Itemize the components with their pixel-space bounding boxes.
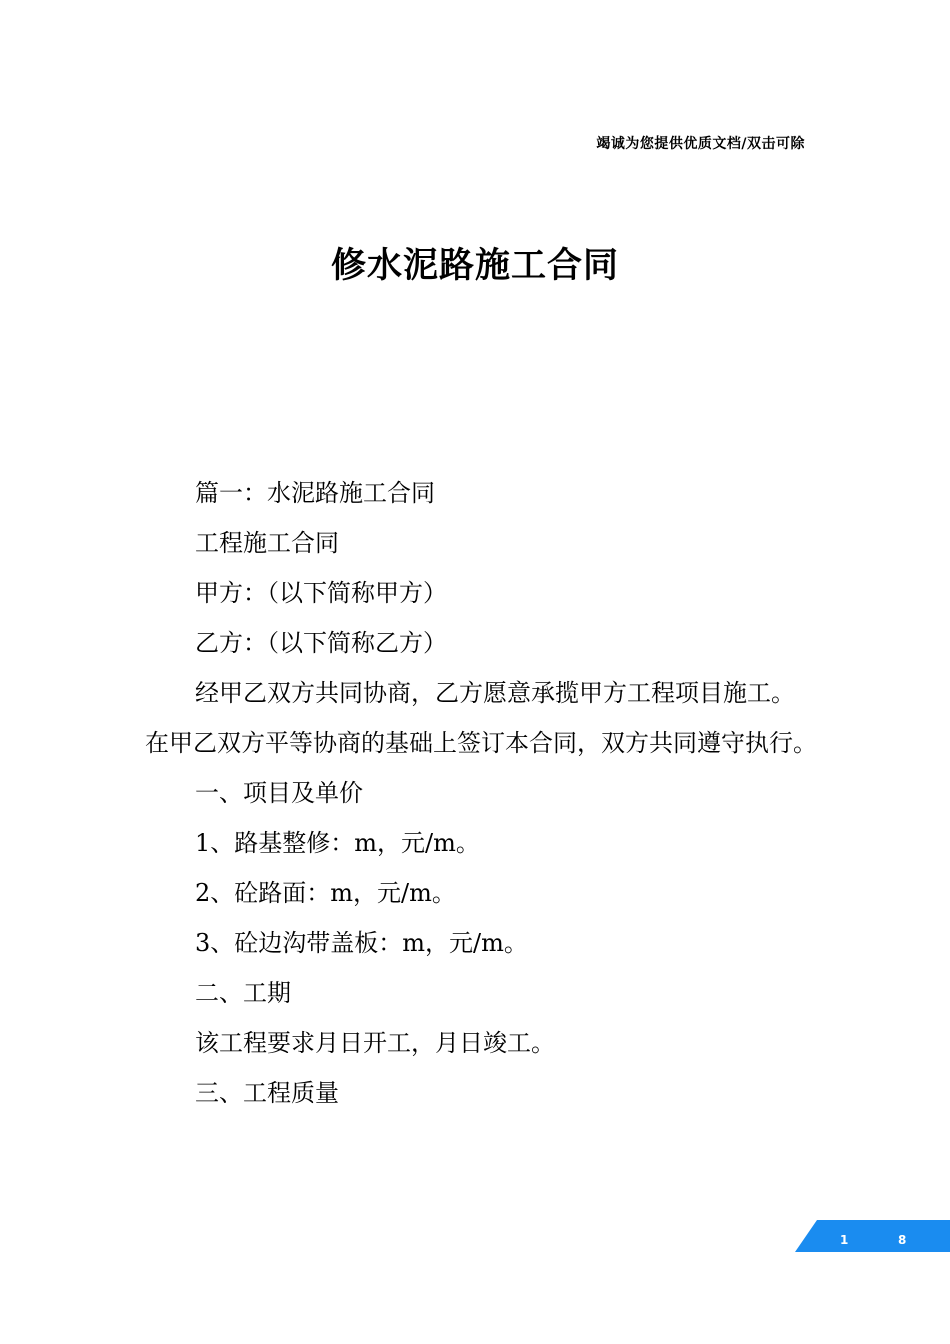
document-body	[145, 468, 817, 1118]
intro-paragraph: 经甲乙双方共同协商，乙方愿意承揽甲方工程项目施工。在甲乙双方平等协商的基础上签订本合同，双方共同遵守执行。	[145, 679, 817, 757]
contract-name: 工程施工合同	[195, 529, 339, 557]
clause-heading-2: 二、工期	[195, 979, 291, 1007]
document-title: 修水泥路施工合同	[330, 246, 619, 286]
party-a-line: 甲方：（以下简称甲方）	[195, 579, 447, 607]
header-note: 竭诚为您提供优质文档/双击可除	[596, 136, 805, 152]
party-b-line: 乙方：（以下简称乙方）	[195, 629, 447, 657]
section-heading: 篇一：水泥路施工合同	[195, 479, 435, 507]
clause-item: 该工程要求月日开工，月日竣工。	[195, 1029, 555, 1057]
clause-item: 2、砼路面：m，元/m。	[195, 879, 456, 907]
page-total: 8	[898, 1233, 907, 1247]
page-number-bar	[795, 1220, 950, 1252]
clause-heading-1: 一、项目及单价	[195, 779, 363, 807]
clause-heading-3: 三、工程质量	[195, 1079, 339, 1107]
clause-item: 3、砼边沟带盖板：m，元/m。	[195, 929, 528, 957]
clause-item: 1、路基整修：m，元/m。	[195, 829, 480, 857]
page-current: 1	[840, 1233, 849, 1247]
